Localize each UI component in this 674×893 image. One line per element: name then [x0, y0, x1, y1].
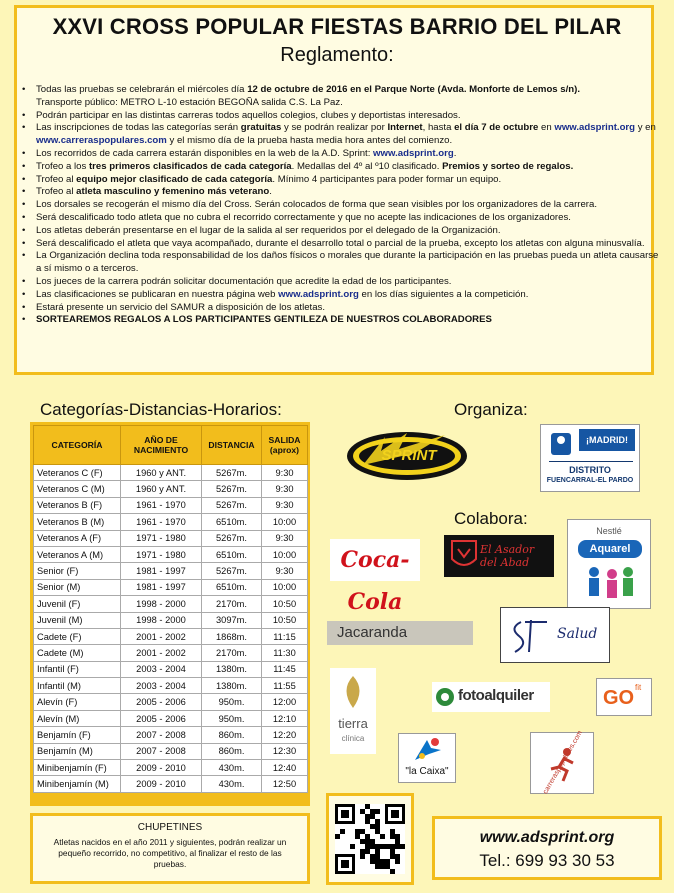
rule-item: • Los atletas deberán presentarse en el lugar de la salida al ser requeridos por el delegado de la Organización.: [22, 224, 501, 236]
cell-categoria: Veteranos A (M): [34, 546, 121, 562]
cell-distancia: 430m.: [202, 776, 262, 792]
fotoalquiler-logo-text: fotoalquiler: [458, 687, 534, 704]
rule-item: • Las clasificaciones se publicaran en nuestra página web www.adsprint.org en los días siguientes a la competición.: [22, 288, 529, 300]
madrid-logo-title: ¡MADRID!: [579, 429, 635, 451]
cell-nacimiento: 2009 - 2010: [121, 776, 202, 792]
colabora-title: Colabora:: [454, 509, 528, 528]
aquarel-brand: Nestlé: [596, 526, 622, 536]
table-row: [34, 579, 308, 595]
salud-logo: [500, 607, 610, 663]
rule-item: • Estará presente un servicio del SAMUR a disposición de los atletas.: [22, 301, 326, 313]
cell-distancia: 1868m.: [202, 628, 262, 644]
table-row: [34, 497, 308, 513]
table-row: [34, 678, 308, 694]
adsprint-link[interactable]: www.adsprint.org: [554, 122, 636, 134]
cell-nacimiento: 2001 - 2002: [121, 645, 202, 661]
madrid-bear-icon: [547, 427, 577, 457]
cocacola-logo: [330, 539, 420, 615]
cell-distancia: 1380m.: [202, 661, 262, 677]
header-categoria: CATEGORÍA: [34, 426, 121, 465]
header-nacimiento: AÑO DE NACIMIENTO: [121, 426, 202, 465]
rule-item: • Trofeo a los tres primeros clasificados de cada categoría. Medallas del 4º al º10 clasificado. Premios y sorteo de regalos.: [22, 160, 574, 172]
cell-categoria: Benjamín (F): [34, 727, 121, 743]
cell-salida: 12:50: [262, 776, 308, 792]
tierra-logo-sub: clínica: [341, 734, 365, 743]
page-title: XXVI CROSS POPULAR FIESTAS BARRIO DEL PILAR: [52, 14, 622, 39]
cell-nacimiento: 1960 y ANT.: [121, 465, 202, 481]
cell-distancia: 5267m.: [202, 530, 262, 546]
chupetines-title: CHUPETINES: [137, 822, 203, 833]
carreraspopulares-link[interactable]: www.carreraspopulares.com: [36, 135, 167, 147]
table-row: [34, 727, 308, 743]
cell-categoria: Cadete (F): [34, 628, 121, 644]
cell-categoria: Veteranos A (F): [34, 530, 121, 546]
cell-distancia: 5267m.: [202, 563, 262, 579]
qr-code-box: [326, 793, 414, 885]
cell-salida: 10:00: [262, 546, 308, 562]
cell-salida: 9:30: [262, 563, 308, 579]
cell-categoria: Veteranos C (M): [34, 481, 121, 497]
cell-distancia: 2170m.: [202, 645, 262, 661]
salud-signature-icon: [507, 614, 563, 658]
chupetines-text: Atletas nacidos en el año 2011 y siguientes, podrán realizar un pequeño recorrido, no competitivo, al finalizar el resto de las pruebas.: [53, 837, 287, 870]
cell-nacimiento: 2005 - 2006: [121, 694, 202, 710]
tierra-logo: [330, 668, 376, 754]
cell-distancia: 6510m.: [202, 514, 262, 530]
table-row: [34, 661, 308, 677]
cocacola-logo-text: Coca-Cola: [340, 547, 410, 615]
cell-distancia: 2170m.: [202, 596, 262, 612]
table-row: [34, 760, 308, 776]
rule-item: • Las inscripciones de todas las categorías serán gratuitas y se podrán realizar por Internet, hasta el día 7 de octubre en www.adsprint.org y en www.carreraspopulares.com y el mismo día de la prueba hasta media hora antes del comienzo.: [22, 122, 656, 147]
cell-categoria: Juvenil (M): [34, 612, 121, 628]
jacaranda-logo-text: Jacaranda: [337, 624, 408, 641]
table-row: [34, 710, 308, 726]
asador-logo-text: El Asador del Abad: [480, 543, 535, 569]
cell-nacimiento: 1971 - 1980: [121, 546, 202, 562]
cell-distancia: 6510m.: [202, 546, 262, 562]
gofit-logo: [596, 678, 652, 716]
cell-nacimiento: 2009 - 2010: [121, 760, 202, 776]
adsprint-link[interactable]: www.adsprint.org: [373, 147, 454, 159]
rule-item: • Todas las pruebas se celebrarán el miércoles día 12 de octubre de 2016 en el Parque Norte (Avda. Monforte de Lemos s/n). Transporte público: METRO L-10 estación BEGOÑA salida C.S. La Paz.: [22, 84, 581, 108]
madrid-area: FUENCARRAL-EL PARDO: [546, 477, 634, 484]
cell-salida: 10:00: [262, 514, 308, 530]
cell-distancia: 950m.: [202, 694, 262, 710]
cell-salida: 9:30: [262, 481, 308, 497]
cell-distancia: 860m.: [202, 743, 262, 759]
cell-nacimiento: 2001 - 2002: [121, 628, 202, 644]
carreraspopulares-logo: [530, 729, 594, 796]
contact-website[interactable]: www.adsprint.org: [479, 829, 615, 846]
cell-categoria: Alevín (M): [34, 710, 121, 726]
lacaixa-logo-text: "la Caixa": [405, 766, 449, 777]
table-row: [34, 743, 308, 759]
cell-nacimiento: 2005 - 2006: [121, 710, 202, 726]
rule-item: • Los recorridos de cada carrera estarán disponibles en la web de la A.D. Sprint: www.adsprint.org.: [22, 147, 457, 159]
cell-salida: 10:00: [262, 579, 308, 595]
madrid-district: DISTRITO: [569, 465, 611, 475]
cell-distancia: 5267m.: [202, 465, 262, 481]
table-row: [34, 596, 308, 612]
table-row: [34, 546, 308, 562]
cell-distancia: 5267m.: [202, 481, 262, 497]
cell-distancia: 3097m.: [202, 612, 262, 628]
rule-item: • Será descalificado todo atleta que no cubra el recorrido correctamente y que no acepte las indicaciones de los organizadores.: [22, 211, 571, 223]
table-row: [34, 563, 308, 579]
cell-salida: 12:10: [262, 710, 308, 726]
cell-categoria: Minibenjamín (F): [34, 760, 121, 776]
lacaixa-star-icon: [413, 736, 443, 764]
aquarel-logo-text: Aquarel: [578, 540, 642, 558]
tierra-logo-text: tierra: [338, 716, 368, 731]
cell-nacimiento: 1961 - 1970: [121, 514, 202, 530]
cell-distancia: 6510m.: [202, 579, 262, 595]
page-subtitle: Reglamento:: [280, 44, 394, 66]
cell-salida: 9:30: [262, 497, 308, 513]
table-row: [34, 628, 308, 644]
aquarel-logo: [567, 519, 651, 609]
cell-salida: 12:00: [262, 694, 308, 710]
rule-item: • Será descalificado el atleta que vaya acompañado, durante el desarrollo total o parcial de la prueba, excepto los atletas con alguna minusvalía.: [22, 237, 645, 249]
header-distancia: DISTANCIA: [202, 426, 262, 465]
tierra-drop-icon: [338, 674, 368, 710]
categories-table-frame: [30, 422, 310, 806]
sprint-logo: [345, 425, 470, 487]
cell-salida: 12:20: [262, 727, 308, 743]
cell-nacimiento: 1981 - 1997: [121, 563, 202, 579]
madrid-divider: [549, 461, 633, 462]
rule-item: • Trofeo al atleta masculino y femenino más veterano.: [22, 186, 272, 198]
rule-item: • Los dorsales se recogerán el mismo día del Cross. Serán colocados de forma que sean visibles por los organizadores de la carrera.: [22, 199, 597, 211]
contact-box: [432, 816, 662, 880]
cell-nacimiento: 2003 - 2004: [121, 678, 202, 694]
carreraspopulares-logo-text: carreraspopulares.com: [542, 729, 584, 796]
aquarel-people-icon: [580, 564, 640, 604]
table-row: [34, 465, 308, 481]
madrid-logo: [540, 424, 640, 492]
contact-phone: Tel.: 699 93 30 53: [479, 851, 615, 870]
qr-code-icon: [335, 804, 405, 874]
cell-salida: 9:30: [262, 465, 308, 481]
cell-categoria: Benjamín (M): [34, 743, 121, 759]
cell-distancia: 1380m.: [202, 678, 262, 694]
cell-salida: 11:30: [262, 645, 308, 661]
rule-item: • Podrán participar en las distintas carreras todos aquellos colegios, clubes y deportistas interesados.: [22, 109, 461, 121]
cell-distancia: 5267m.: [202, 497, 262, 513]
rules-list: [20, 84, 660, 327]
gofit-logo-text: GO: [603, 687, 635, 709]
rule-item: • Trofeo al equipo mejor clasificado de cada categoría. Mínimo 4 participantes para poder formar un equipo.: [22, 173, 502, 185]
cell-salida: 11:15: [262, 628, 308, 644]
categories-title: Categorías-Distancias-Horarios:: [40, 400, 282, 419]
cell-nacimiento: 1998 - 2000: [121, 612, 202, 628]
cell-categoria: Veteranos B (M): [34, 514, 121, 530]
cell-categoria: Alevín (F): [34, 694, 121, 710]
cell-nacimiento: 1971 - 1980: [121, 530, 202, 546]
rule-item: • Los jueces de la carrera podrán solicitar documentación que acredite la edad de los participantes.: [22, 275, 452, 287]
salud-logo-text: Salud: [557, 626, 598, 642]
cell-categoria: Infantil (F): [34, 661, 121, 677]
lacaixa-logo: [398, 733, 456, 783]
cell-nacimiento: 2007 - 2008: [121, 727, 202, 743]
categories-table: [33, 425, 308, 793]
cell-salida: 11:55: [262, 678, 308, 694]
asador-crest-icon: [450, 539, 478, 573]
cell-salida: 10:50: [262, 612, 308, 628]
cell-nacimiento: 1998 - 2000: [121, 596, 202, 612]
table-header-row: [34, 426, 308, 465]
table-row: [34, 612, 308, 628]
chupetines-box: [30, 813, 310, 884]
asador-logo: [444, 535, 554, 577]
cell-salida: 9:30: [262, 530, 308, 546]
cell-categoria: Veteranos B (F): [34, 497, 121, 513]
adsprint-link[interactable]: www.adsprint.org: [278, 288, 359, 300]
table-row: [34, 776, 308, 792]
cell-nacimiento: 1960 y ANT.: [121, 481, 202, 497]
cell-distancia: 860m.: [202, 727, 262, 743]
rule-item: • SORTEAREMOS REGALOS A LOS PARTICIPANTES GENTILEZA DE NUESTROS COLABORADORES: [22, 314, 492, 326]
cell-salida: 10:50: [262, 596, 308, 612]
cell-salida: 11:45: [262, 661, 308, 677]
cell-categoria: Minibenjamín (M): [34, 776, 121, 792]
foto-flower-icon: [434, 686, 456, 708]
table-row: [34, 514, 308, 530]
header-salida: SALIDA (aprox): [262, 426, 308, 465]
cell-categoria: Infantil (M): [34, 678, 121, 694]
cell-nacimiento: 1981 - 1997: [121, 579, 202, 595]
rule-item: • La Organización declina toda responsabilidad de los daños físicos o morales que durante la participación en las pruebas pueda un atleta causarse a sí mismo o a terceros.: [22, 250, 659, 275]
table-row: [34, 481, 308, 497]
cell-categoria: Juvenil (F): [34, 596, 121, 612]
cell-categoria: Veteranos C (F): [34, 465, 121, 481]
cell-nacimiento: 2003 - 2004: [121, 661, 202, 677]
table-row: [34, 530, 308, 546]
cell-categoria: Cadete (M): [34, 645, 121, 661]
cell-nacimiento: 1961 - 1970: [121, 497, 202, 513]
cell-distancia: 950m.: [202, 710, 262, 726]
organiza-title: Organiza:: [454, 400, 528, 419]
table-row: [34, 645, 308, 661]
cell-categoria: Senior (M): [34, 579, 121, 595]
fotoalquiler-logo: [432, 682, 550, 712]
cell-nacimiento: 2007 - 2008: [121, 743, 202, 759]
sprint-logo-text: SPRINT: [381, 447, 437, 464]
cell-categoria: Senior (F): [34, 563, 121, 579]
jacaranda-logo: [327, 621, 473, 645]
cell-salida: 12:40: [262, 760, 308, 776]
table-body: [34, 465, 308, 793]
cell-distancia: 430m.: [202, 760, 262, 776]
gofit-logo-sup: fit: [635, 683, 642, 692]
table-row: [34, 694, 308, 710]
cell-salida: 12:30: [262, 743, 308, 759]
